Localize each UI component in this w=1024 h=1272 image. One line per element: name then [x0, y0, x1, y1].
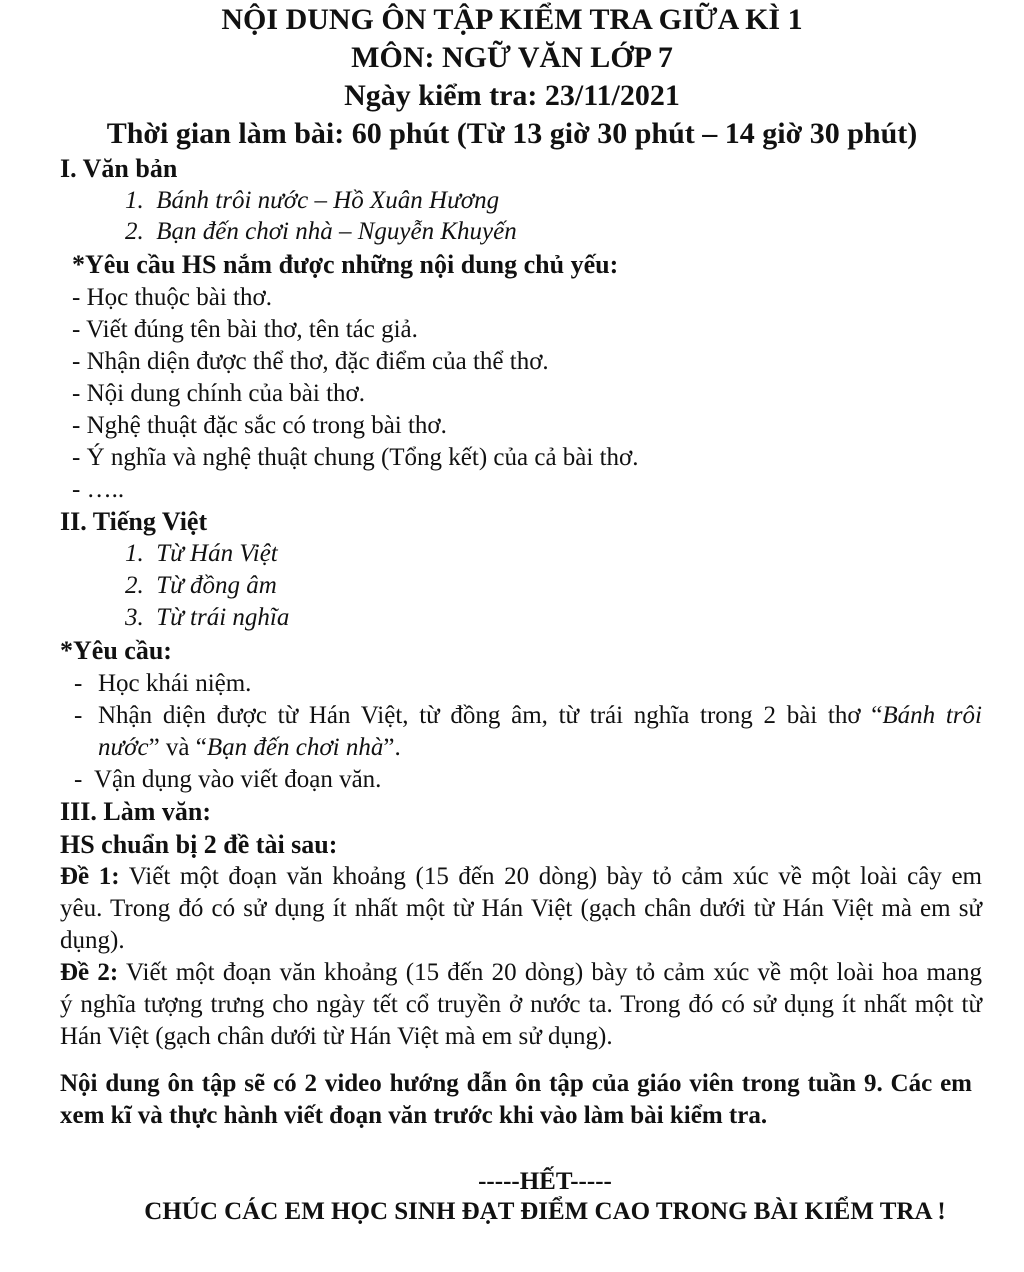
requirement-text: Nhận diện được từ Hán Việt, từ đồng âm, từ trái nghĩa trong 2 bài thơ “ [98, 702, 883, 729]
requirement-text: ”. [383, 734, 401, 761]
requirement-item: - Ý nghĩa và nghệ thuật chung (Tổng kết) của cả bài thơ. [72, 444, 639, 471]
text-item-number: 1. [125, 187, 144, 214]
text-item-1 [125, 185, 499, 217]
requirement-item-continued [98, 732, 401, 764]
section-1-requirement-heading: *Yêu cầu HS nắm được những nội dung chủ yếu: [72, 250, 619, 279]
topic-text: Viết một đoạn văn khoảng (15 đến 20 dòng) bày tỏ cảm xúc về một loài hoa mang [118, 959, 983, 986]
topic-item-2 [125, 570, 277, 602]
requirement-bullet: - [74, 670, 83, 697]
poem-title: nước [98, 734, 149, 761]
review-note: Nội dung ôn tập sẽ có 2 video hướng dẫn ôn tập của giáo viên trong tuần 9. Các em [60, 1070, 972, 1097]
poem-title: Bạn đến chơi nhà [206, 734, 384, 761]
text-item-title: Bạn đến chơi nhà – Nguyễn Khuyến [156, 218, 517, 245]
text-item-title: Bánh trôi nước – Hồ Xuân Hương [156, 187, 500, 214]
topic-2-line: ý nghĩa tượng trưng cho ngày tết cổ truyền ở nước ta. Trong đó có sử dụng ít nhất một từ [60, 991, 982, 1018]
requirement-item: - ….. [72, 476, 125, 503]
topic-label: Đề 1: [60, 863, 120, 890]
requirement-item: - Nghệ thuật đặc sắc có trong bài thơ. [72, 412, 447, 439]
topic-number: 2. [125, 572, 144, 599]
text-item-number: 2. [125, 218, 144, 245]
closing-wish: CHÚC CÁC EM HỌC SINH ĐẠT ĐIỂM CAO TRONG BÀI KIỂM TRA ! [144, 1198, 946, 1225]
topic-1-line: dụng). [60, 927, 125, 954]
exam-time: Thời gian làm bài: 60 phút (Từ 13 giờ 30 phút – 14 giờ 30 phút) [106, 117, 918, 150]
topic-number: 1. [125, 540, 144, 567]
topic-1-line [60, 861, 982, 893]
review-note: xem kĩ và thực hành viết đoạn văn trước khi vào làm bài kiểm tra. [60, 1102, 768, 1129]
requirement-bullet: - [74, 702, 83, 729]
section-3-heading: III. Làm văn: [60, 797, 211, 826]
requirement-item: - Nhận diện được thể thơ, đặc điểm của thể thơ. [72, 348, 549, 375]
text-item-2 [125, 216, 517, 248]
topic-2-line: Hán Việt (gạch chân dưới từ Hán Việt mà em sử dụng). [60, 1023, 613, 1050]
exam-date: Ngày kiểm tra: 23/11/2021 [344, 79, 680, 112]
requirement-item [98, 700, 982, 732]
topics-intro: HS chuẩn bị 2 đề tài sau: [60, 830, 338, 859]
topic-label: Đề 2: [60, 959, 119, 986]
topic-1-line: yêu. Trong đó có sử dụng ít nhất một từ Hán Việt (gạch chân dưới từ Hán Việt mà em sử [60, 895, 982, 922]
topic-text: Viết một đoạn văn khoảng (15 đến 20 dòng) bày tỏ cảm xúc về một loài cây em [119, 863, 982, 890]
end-marker: -----HẾT----- [478, 1168, 612, 1195]
topic-item-1 [125, 538, 278, 570]
requirement-item: - Học thuộc bài thơ. [72, 284, 272, 311]
document-title: NỘI DUNG ÔN TẬP KIỂM TRA GIỮA KÌ 1 [221, 3, 803, 36]
subject-line: MÔN: NGỮ VĂN LỚP 7 [351, 41, 673, 74]
topic-text: Từ Hán Việt [156, 540, 278, 567]
requirement-bullet: - [74, 766, 83, 793]
section-2-requirement-heading: *Yêu cầu: [60, 636, 172, 665]
requirement-text: ” và “ [148, 734, 207, 761]
topic-text: Từ trái nghĩa [156, 604, 290, 631]
poem-title: Bánh trôi [882, 702, 982, 729]
topic-item-3 [125, 602, 289, 634]
section-1-heading: I. Văn bản [60, 154, 178, 183]
requirement-item: - Nội dung chính của bài thơ. [72, 380, 366, 407]
requirement-item: - Viết đúng tên bài thơ, tên tác giả. [72, 316, 418, 343]
topic-number: 3. [125, 604, 144, 631]
requirement-item: Vận dụng vào viết đoạn văn. [94, 766, 382, 793]
section-2-heading: II. Tiếng Việt [60, 507, 208, 536]
requirement-item: Học khái niệm. [98, 670, 252, 697]
topic-2-line [60, 957, 982, 989]
topic-text: Từ đồng âm [156, 572, 277, 599]
